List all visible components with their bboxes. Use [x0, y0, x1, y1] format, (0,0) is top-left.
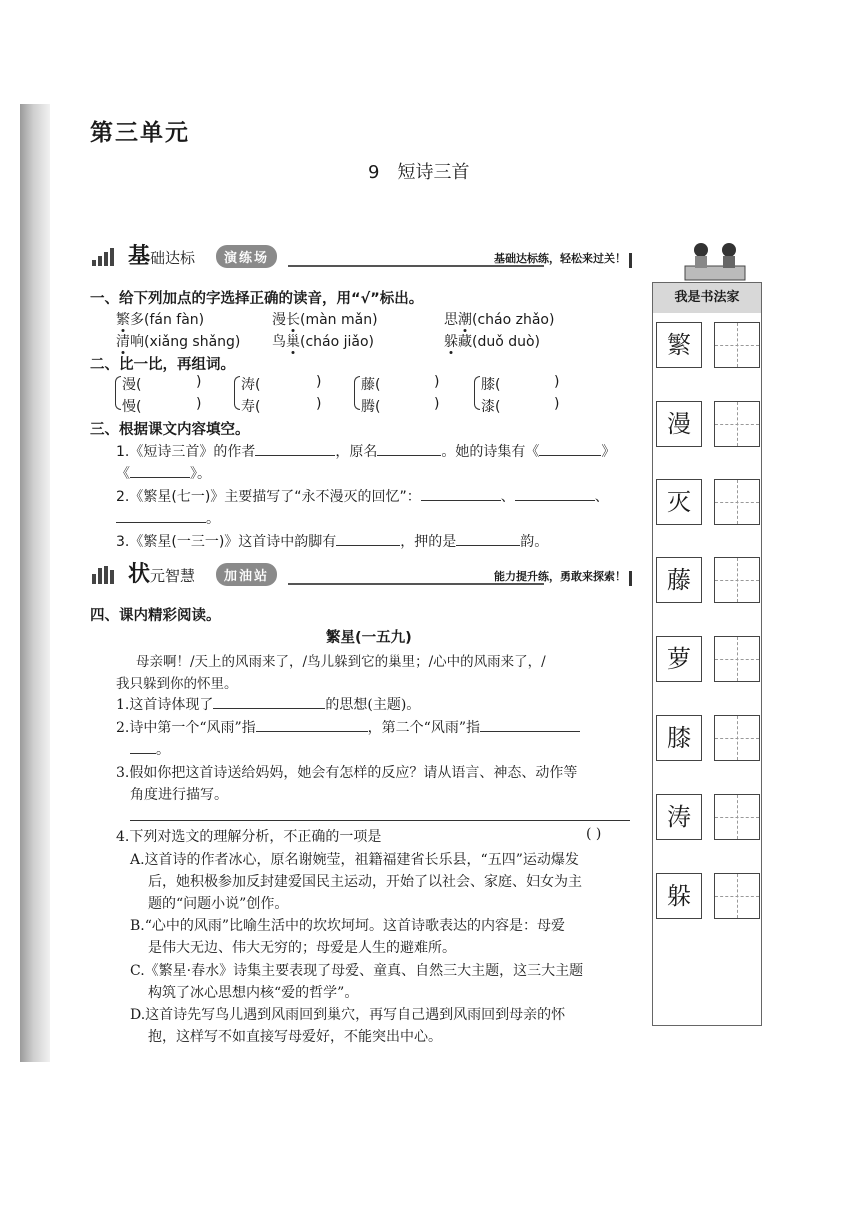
book-spine-shadow [20, 104, 50, 1062]
option-b: B.“心中的风雨”比喻生活中的坎坎坷坷。这首诗歌表达的内容是：母爱 [130, 918, 566, 934]
practice-grid[interactable] [714, 322, 760, 368]
section-pill-basic: 演练场 [216, 245, 277, 268]
section-motto-advanced: 能力提升练，勇敢来探索！ [494, 570, 626, 583]
answer-blank[interactable] [116, 508, 206, 523]
brace-mark [234, 376, 240, 410]
section-banner-basic [92, 244, 632, 270]
answer-blank[interactable] [256, 717, 368, 732]
model-char: 膝 [656, 715, 702, 761]
q2-close: ) [196, 374, 202, 390]
q3-line-1: 1.《短诗三首》的作者 ，原名 。她的诗集有《 》 [116, 441, 615, 461]
q2-word-top: 膝( [481, 377, 501, 393]
q2-heading: 二、比一比，再组词。 [90, 357, 235, 373]
q3-line-2-cont: 。 [116, 508, 220, 528]
option-c-cont: 构筑了冰心思想内核“爱的哲学”。 [148, 985, 359, 1001]
q4-sub-3-cont: 角度进行描写。 [130, 787, 228, 803]
section-end-mark [629, 571, 632, 586]
option-c: C.《繁星·春水》诗集主要表现了母爱、童真、自然三大主题，这三大主题 [130, 963, 584, 979]
dotted-char: 长 [286, 312, 300, 328]
q1-item: 漫长(màn mǎn) [272, 312, 378, 328]
lesson-title: 短诗三首 [397, 162, 470, 183]
poem-line: 母亲啊！/天上的风雨来了，/鸟儿躲到它的巢里；/心中的风雨来了，/ [136, 654, 546, 670]
practice-grid[interactable] [714, 557, 760, 603]
answer-blank[interactable] [421, 486, 501, 501]
q3-heading: 三、根据课文内容填空。 [90, 422, 250, 438]
answer-blank[interactable] [130, 463, 190, 478]
answer-blank[interactable] [336, 531, 400, 546]
option-d-cont: 抱，这样写不如直接写母爱好，不能突出中心。 [148, 1029, 442, 1045]
answer-blank[interactable] [456, 531, 520, 546]
answer-blank[interactable] [515, 486, 595, 501]
section-title-basic: 基础达标 [128, 244, 196, 269]
calligraphy-title: 我是书法家 [653, 283, 761, 313]
q2-word-top: 藤( [361, 377, 381, 393]
brace-mark [354, 376, 360, 410]
q2-word-bottom: 慢( [122, 399, 142, 415]
q1-item: 清响(xiǎng shǎng) [116, 334, 241, 350]
model-char: 藤 [656, 557, 702, 603]
answer-paren[interactable]: ( ) [586, 826, 602, 842]
unit-title: 第三单元 [90, 120, 190, 146]
q2-word-bottom: 漆( [481, 399, 501, 415]
dotted-char: 潮 [458, 312, 472, 328]
model-char: 涛 [656, 794, 702, 840]
option-a-cont: 后，她积极参加反封建爱国民主运动，开始了以社会、家庭、妇女为主 [148, 874, 582, 890]
lesson-number: 9 [368, 162, 380, 183]
dotted-char: 躲 [444, 334, 458, 350]
option-d: D.这首诗先写鸟儿遇到风雨回到巢穴，再写自己遇到风雨回到母亲的怀 [130, 1007, 566, 1023]
q2-word-top: 涛( [241, 377, 261, 393]
q1-item: 繁多(fán fàn) [116, 312, 205, 328]
signal-bars-icon [92, 248, 118, 266]
q2-close: ) [434, 374, 440, 390]
practice-grid[interactable] [714, 479, 760, 525]
q2-close: ) [196, 396, 202, 412]
q2-close: ) [554, 374, 560, 390]
model-char: 繁 [656, 322, 702, 368]
q4-sub-3: 3.假如你把这首诗送给妈妈，她会有怎样的反应？请从语言、神态、动作等 [116, 765, 578, 781]
model-char: 萝 [656, 636, 702, 682]
q4-sub-4: 4.下列对选文的理解分析，不正确的一项是 [116, 829, 382, 845]
practice-grid[interactable] [714, 873, 760, 919]
brace-mark [474, 376, 480, 410]
brace-mark [115, 376, 121, 410]
q1-item: 躲藏(duǒ duò) [444, 334, 541, 350]
poem-title: 繁星(一五九) [326, 630, 412, 646]
q4-sub-2-cont: 。 [130, 739, 170, 759]
answer-line[interactable] [130, 820, 630, 821]
q2-close: ) [316, 396, 322, 412]
answer-blank[interactable] [213, 694, 325, 709]
poem-line: 我只躲到你的怀里。 [116, 676, 238, 692]
dotted-char: 繁 [116, 312, 130, 328]
dotted-char: 清 [116, 334, 130, 350]
answer-blank[interactable] [377, 441, 441, 456]
option-b-cont: 是伟大无边、伟大无穷的；母爱是人生的避难所。 [148, 940, 456, 956]
students-illustration [683, 240, 747, 282]
model-char: 躲 [656, 873, 702, 919]
q3-line-3: 3.《繁星(一三一)》这首诗中韵脚有 ，押的是 韵。 [116, 531, 548, 551]
q1-item: 思潮(cháo zhǎo) [444, 312, 555, 328]
option-a-cont: 题的“问题小说”创作。 [148, 896, 289, 912]
answer-blank[interactable] [130, 739, 156, 754]
q4-heading: 四、课内精彩阅读。 [90, 608, 221, 624]
model-char: 漫 [656, 401, 702, 447]
dotted-char: 巢 [286, 334, 300, 350]
q2-word-bottom: 腾( [361, 399, 381, 415]
section-title-advanced: 状元智慧 [128, 562, 196, 587]
section-pill-advanced: 加油站 [216, 563, 277, 586]
q2-word-top: 漫( [122, 377, 142, 393]
q2-close: ) [434, 396, 440, 412]
q3-line-2: 2.《繁星(七一)》主要描写了“永不漫灭的回忆”： 、 、 [116, 486, 609, 506]
practice-grid[interactable] [714, 794, 760, 840]
practice-grid[interactable] [714, 715, 760, 761]
q4-sub-1: 1.这首诗体现了 的思想(主题)。 [116, 694, 420, 714]
answer-blank[interactable] [255, 441, 335, 456]
model-char: 灭 [656, 479, 702, 525]
practice-grid[interactable] [714, 401, 760, 447]
q2-word-bottom: 寿( [241, 399, 261, 415]
fist-icon [92, 566, 118, 584]
q4-sub-2: 2.诗中第一个“风雨”指 ，第二个“风雨”指 [116, 717, 580, 737]
q1-heading: 一、给下列加点的字选择正确的读音，用“√”标出。 [90, 291, 424, 307]
lesson-heading [368, 158, 469, 184]
q2-close: ) [554, 396, 560, 412]
q3-line-1-cont: 《 》。 [116, 463, 211, 483]
answer-blank[interactable] [480, 717, 580, 732]
q1-item: 鸟巢(cháo jiǎo) [272, 334, 375, 350]
option-a: A.这首诗的作者冰心，原名谢婉莹，祖籍福建省长乐县，“五四”运动爆发 [130, 852, 579, 868]
answer-blank[interactable] [539, 441, 601, 456]
section-motto-basic: 基础达标练，轻松来过关！ [494, 252, 626, 265]
section-end-mark [629, 253, 632, 268]
practice-grid[interactable] [714, 636, 760, 682]
section-banner-advanced [92, 562, 632, 588]
q2-close: ) [316, 374, 322, 390]
